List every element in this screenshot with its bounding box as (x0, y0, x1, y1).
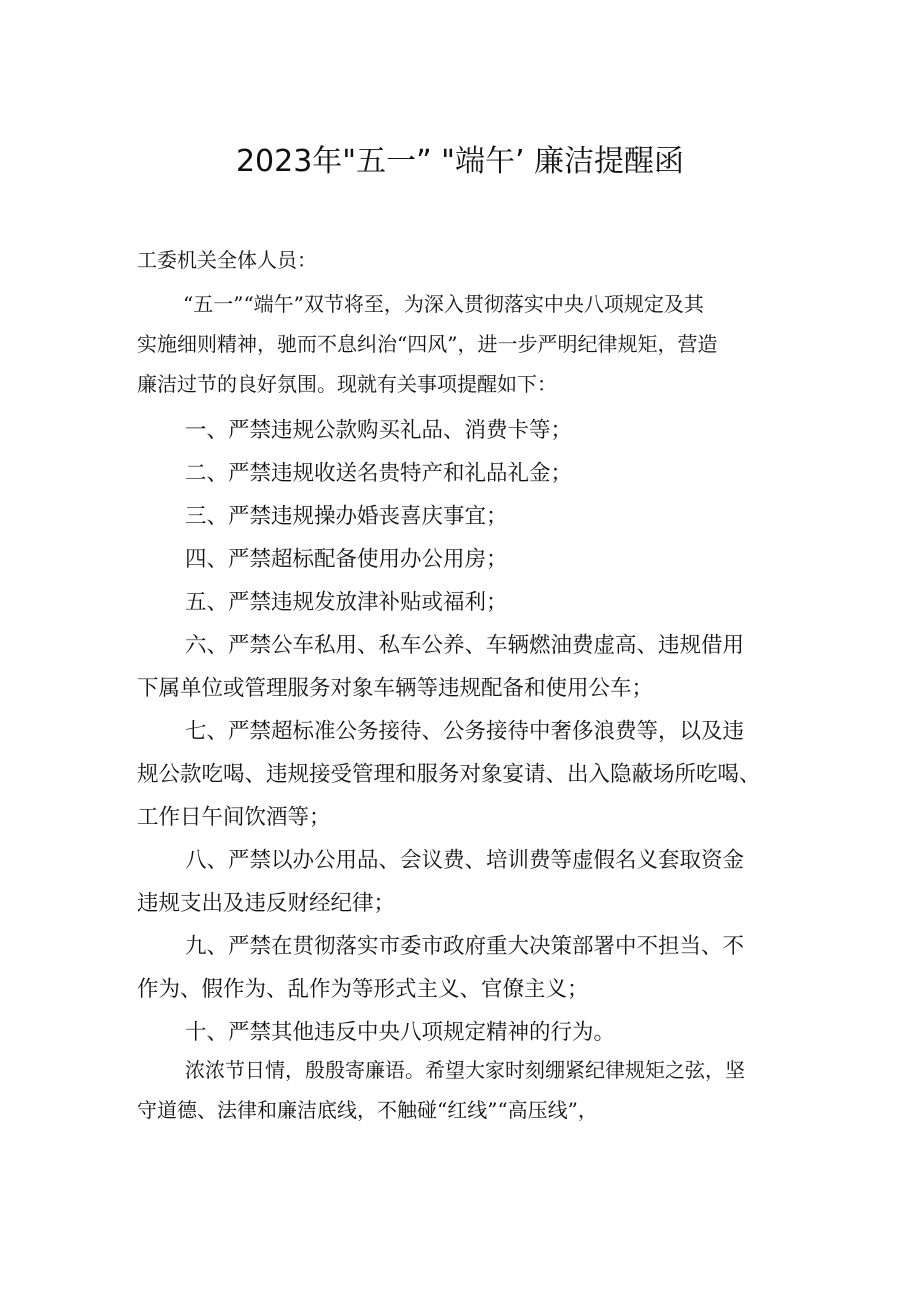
rule-item-10: 十、严禁其他违反中央八项规定精神的行为。 (185, 1020, 616, 1045)
intro-paragraph (137, 284, 797, 404)
rule-item-8-cont: 违规支出及违反财经纪律； (137, 891, 396, 916)
rule-item-6: 六、严禁公车私用、私车公养、车辆燃油费虚高、违规借用 (185, 633, 745, 658)
rules-list (137, 409, 817, 1054)
rule-item-7-cont: 规公款吃喝、违规接受管理和服务对象宴请、出入隐蔽场所吃喝、 (137, 762, 761, 787)
intro-line: 廉洁过节的良好氛围。现就有关事项提醒如下： (137, 372, 557, 396)
rule-item-7: 七、严禁超标准公务接待、公务接待中奢侈浪费等，以及违 (185, 719, 745, 744)
salutation (137, 240, 797, 280)
salutation-text: 工委机关全体人员： (137, 248, 317, 272)
rule-item-7-cont: 工作日午间饮酒等； (137, 805, 331, 830)
closing-line: 守道德、法律和廉洁底线，不触碰“红线”“高压线”， (137, 1098, 598, 1122)
closing-line: 浓浓节日情，殷殷寄廉语。希望大家时刻绷紧纪律规矩之弦，坚 (185, 1058, 745, 1082)
document-title: 2023年"五一” "端午’ 廉洁提醒函 (235, 144, 685, 179)
rule-item-9: 九、严禁在贯彻落实市委市政府重大决策部署中不担当、不 (185, 934, 745, 959)
rule-item-2: 二、严禁违规收送名贵特产和礼品礼金； (185, 461, 573, 486)
rule-item-1: 一、严禁违规公款购买礼品、消费卡等； (185, 418, 573, 443)
rule-item-4: 四、严禁超标配备使用办公用房； (185, 547, 508, 572)
intro-line: 实施细则精神，驰而不息纠治“四风”，进一步严明纪律规矩，营造 (137, 332, 718, 356)
intro-line: “五一”“端午”双节将至，为深入贯彻落实中央八项规定及其 (183, 292, 704, 316)
closing-paragraph (137, 1050, 797, 1130)
rule-item-3: 三、严禁违规操办婚丧喜庆事宜； (185, 504, 508, 529)
rule-item-6-cont: 下属单位或管理服务对象车辆等违规配备和使用公车； (137, 676, 654, 701)
rule-item-9-cont: 作为、假作为、乱作为等形式主义、官僚主义； (137, 977, 589, 1002)
rule-item-8: 八、严禁以办公用品、会议费、培训费等虚假名义套取资金 (185, 848, 745, 873)
rule-item-5: 五、严禁违规发放津补贴或福利； (185, 590, 508, 615)
